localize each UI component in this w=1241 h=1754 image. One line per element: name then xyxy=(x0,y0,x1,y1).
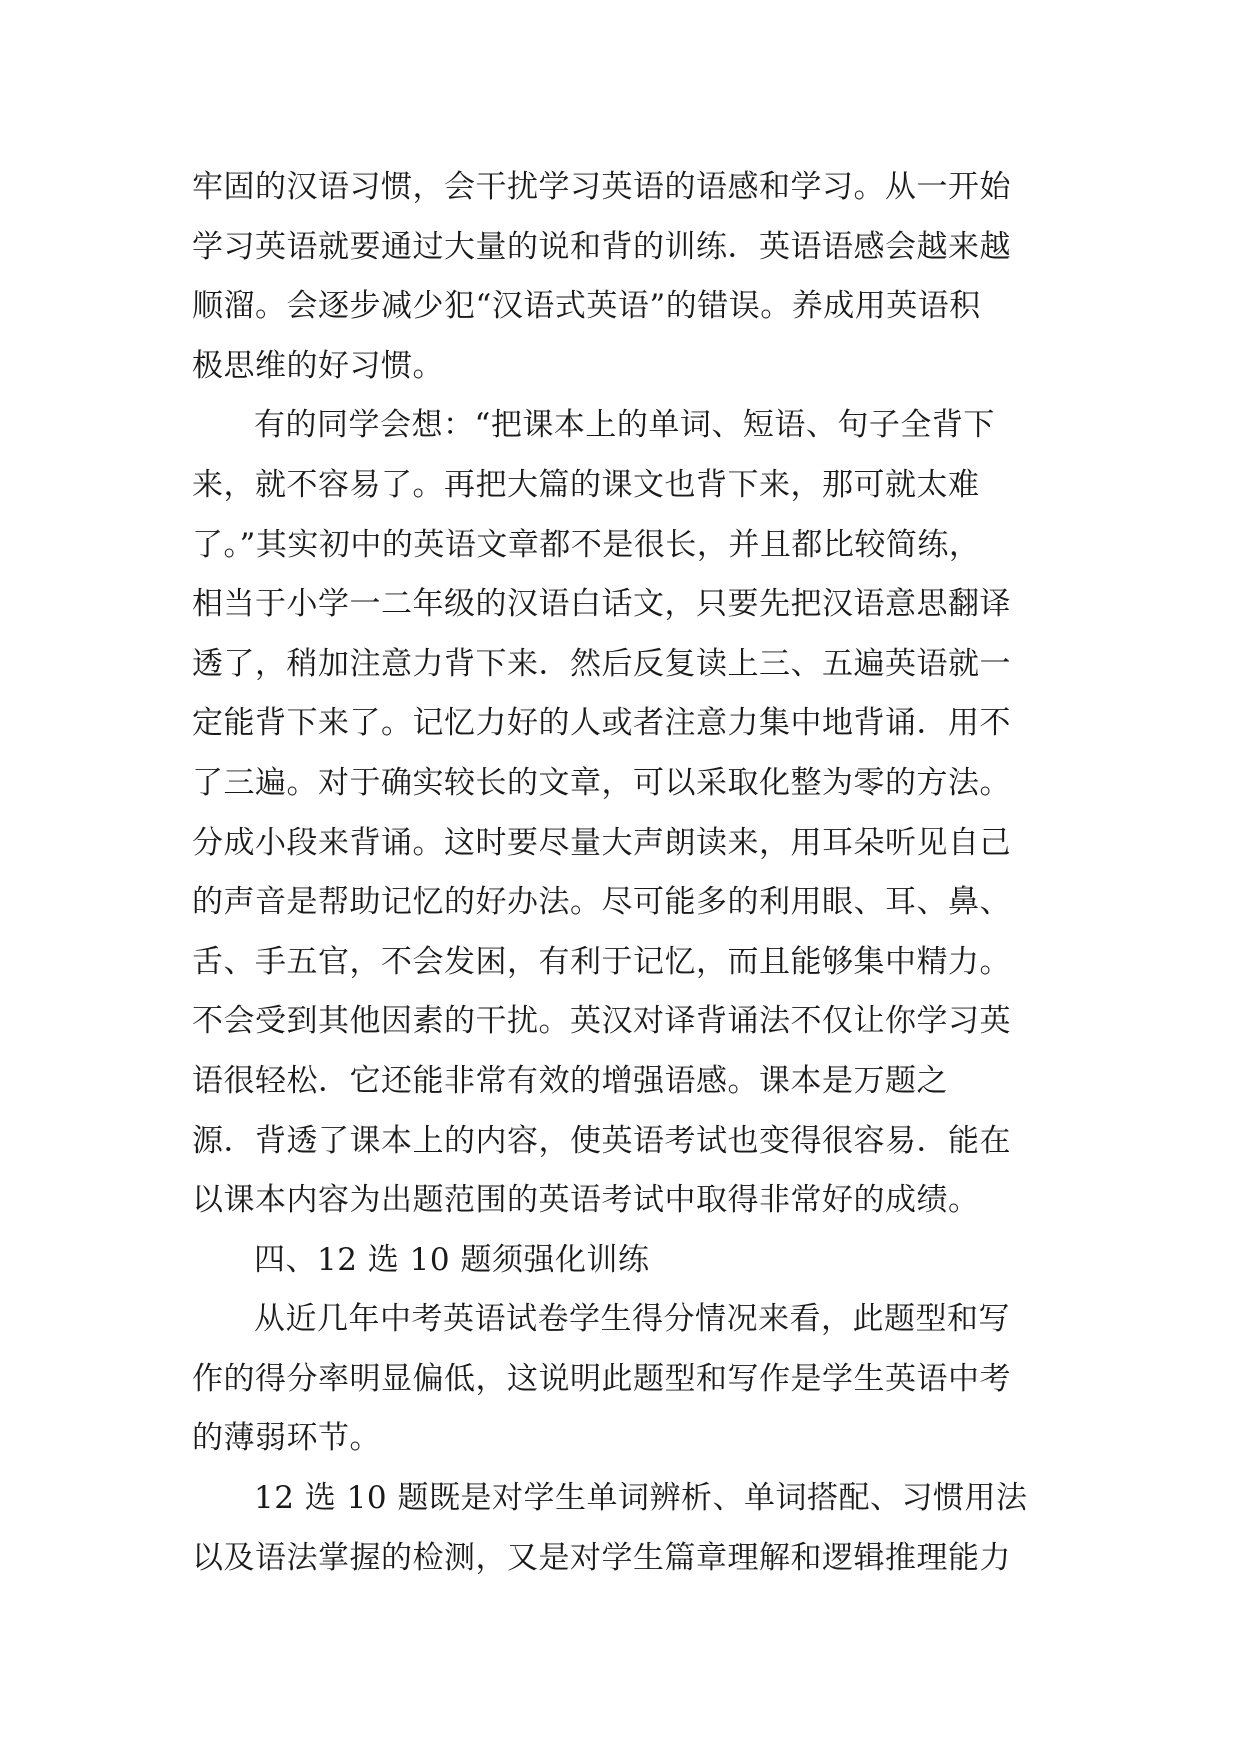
text-line: 有的同学会想：“把课本上的单词、短语、句子全背下 xyxy=(254,407,995,444)
text-line: 以课本内容为出题范围的英语考试中取得非常好的成绩。 xyxy=(192,1182,980,1219)
text-line: 顺溜。会逐步减少犯“汉语式英语”的错误。养成用英语积 xyxy=(192,288,981,325)
text-line: 以及语法掌握的检测，又是对学生篇章理解和逻辑推理能力 xyxy=(192,1539,1011,1576)
text-line: 的薄弱环节。 xyxy=(192,1420,381,1457)
text-line: 极思维的好习惯。 xyxy=(192,347,444,384)
text-line: 了三遍。对于确实较长的文章，可以采取化整为零的方法。 xyxy=(192,764,1011,801)
text-line: 作的得分率明显偏低，这说明此题型和写作是学生英语中考 xyxy=(192,1360,1011,1397)
text-line: 定能背下来了。记忆力好的人或者注意力集中地背诵．用不 xyxy=(192,705,1011,742)
text-line: 透了，稍加注意力背下来．然后反复读上三、五遍英语就一 xyxy=(192,645,1011,682)
text-line: 从近几年中考英语试卷学生得分情况来看，此题型和写 xyxy=(254,1301,1010,1338)
text-line: 的声音是帮助记忆的好办法。尽可能多的利用眼、耳、鼻、 xyxy=(192,884,1011,921)
text-line: 源．背透了课本上的内容，使英语考试也变得很容易．能在 xyxy=(192,1122,1011,1159)
section-heading: 四、12 选 10 题须强化训练 xyxy=(254,1241,650,1278)
text-line: 语很轻松．它还能非常有效的增强语感。课本是万题之 xyxy=(192,1062,948,1099)
document-body xyxy=(192,158,1054,1588)
text-line: 12 选 10 题既是对学生单词辨析、单词搭配、习惯用法 xyxy=(254,1480,1028,1517)
text-line: 分成小段来背诵。这时要尽量大声朗读来，用耳朵听见自己 xyxy=(192,824,1011,861)
text-line: 舌、手五官，不会发困，有利于记忆，而且能够集中精力。 xyxy=(192,943,1011,980)
text-line: 相当于小学一二年级的汉语白话文，只要先把汉语意思翻译 xyxy=(192,586,1011,623)
text-line: 牢固的汉语习惯，会干扰学习英语的语感和学习。从一开始 xyxy=(192,169,1011,205)
text-line: 不会受到其他因素的干扰。英汉对译背诵法不仅让你学习英 xyxy=(192,1003,1011,1040)
text-line: 来，就不容易了。再把大篇的课文也背下来，那可就太难 xyxy=(192,466,980,503)
text-line: 了。”其实初中的英语文章都不是很长，并且都比较简练， xyxy=(192,526,981,563)
text-line: 学习英语就要通过大量的说和背的训练．英语语感会越来越 xyxy=(192,228,1011,265)
